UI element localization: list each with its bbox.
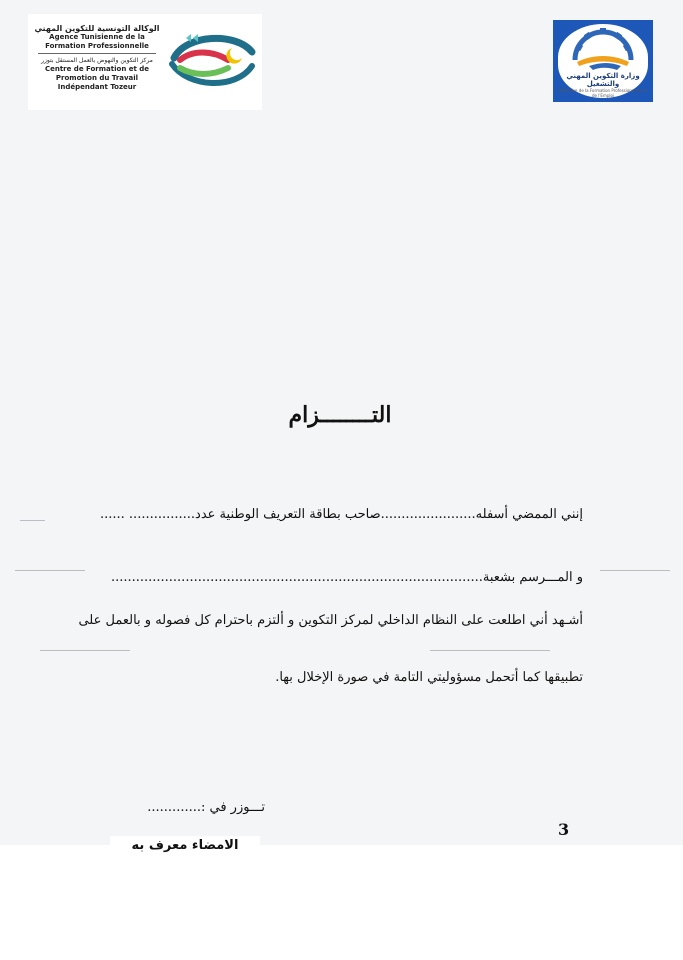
scan-artifact: [15, 570, 85, 571]
scan-artifact: [430, 650, 550, 651]
scan-artifact: [600, 570, 670, 571]
agency-logo: [28, 14, 262, 110]
logo-divider: [38, 53, 156, 54]
scan-artifact: [40, 650, 130, 651]
centre-name-ar: مركز التكوين والنهوض بالعمل المستقل بتوزر: [41, 57, 153, 64]
scan-artifact: [20, 520, 45, 521]
place-date-field: تـــوزر في :.............: [147, 800, 265, 815]
centre-name-fr: Centre de Formation et de Promotion du Travail Indépendant Tozeur: [44, 65, 150, 91]
page-number: 3: [558, 820, 570, 839]
agency-logo-text: [32, 24, 162, 92]
agency-emblem-icon: [166, 30, 258, 96]
page-footer-area: [0, 845, 683, 960]
statement-line-branch: و المـــرسم بشعبة..........................................................................................: [110, 570, 583, 585]
agency-name-ar: الوكالة التونسية للتكوين المهني: [34, 24, 160, 33]
statement-line-responsibility: تطبيقها كما أتحمل مسؤوليتي التامة في صورة الإخلال بها.: [275, 670, 583, 685]
signature-label: الامضاء معرف به: [110, 836, 260, 858]
statement-line-identity: إنني الممضي أسفله.......................صاحب بطاقة التعريف الوطنية عدد................ ......: [100, 507, 583, 522]
ministry-name-fr: Ministère de la Formation Professionnelle et de l'Emploi: [559, 88, 647, 98]
agency-name-fr: Agence Tunisienne de la Formation Professionnelle: [45, 33, 149, 50]
ministry-logo: [553, 20, 653, 102]
ministry-caption: [559, 72, 647, 98]
ministry-name-ar: وزارة التكوين المهني والتشغيل: [566, 72, 640, 88]
document-title: التــــــــزام: [288, 402, 392, 428]
statement-line-commitment: أشـهد أني اطلعت على النظام الداخلي لمركز التكوين و ألتزم باحترام كل فصوله و بالعمل على: [78, 613, 583, 628]
ministry-emblem-icon: [567, 26, 639, 74]
